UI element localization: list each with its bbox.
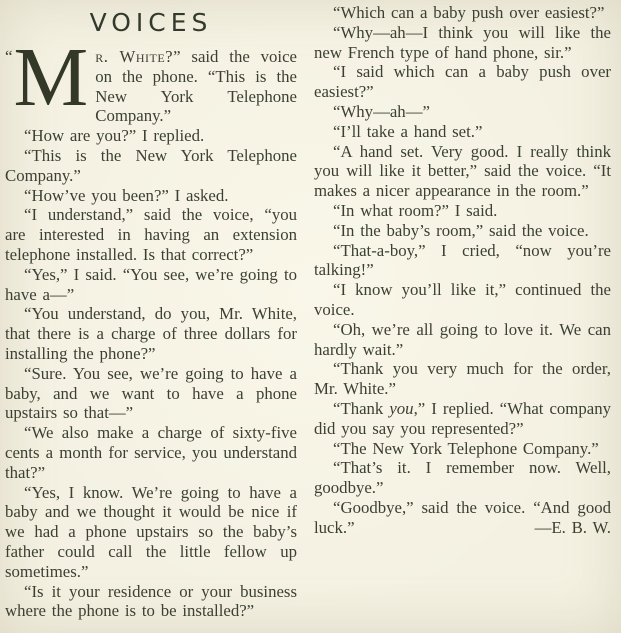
- italic-word: you: [389, 398, 414, 418]
- paragraph: “That-a-boy,” I cried, “now you’re talking!”: [314, 240, 611, 280]
- closing-paragraph: [314, 498, 611, 538]
- dropcap-letter: M: [13, 31, 89, 124]
- paragraph: “I understand,” said the voice, “you are interested in having an extension telephone installed. Is that correct?”: [5, 205, 297, 264]
- paragraph: “I said which can a baby push over easiest?”: [314, 62, 611, 102]
- right-column: [314, 3, 611, 633]
- paragraph: “This is the New York Telephone Company.”: [5, 145, 297, 185]
- paragraph: “How are you?” I replied.: [24, 126, 205, 146]
- paragraph: “Is it your residence or your business where the phone is to be installed?”: [5, 581, 297, 621]
- paragraph: “A hand set. Very good. I really think you will like it better,” said the voice. “It makes a nicer appearance in the room.”: [314, 141, 611, 201]
- paragraph: “Yes,” I said. “You see, we’re going to have a—”: [5, 264, 297, 304]
- page-title: VOICES: [89, 8, 213, 37]
- left-column: [5, 3, 297, 633]
- paragraph: “Oh, we’re all going to love it. We can hardly wait.”: [314, 319, 611, 359]
- paragraph: “That’s it. I remember now. Well, goodbye.”: [314, 458, 611, 498]
- paragraph-text: ” said the voice on the phone. “This is the New York Telephone Company.”: [95, 47, 297, 126]
- open-quote-mark: “: [5, 47, 13, 66]
- opening-paragraph: [5, 31, 297, 126]
- paragraph: “Yes, I know. We’re going to have a baby and we thought it would be nice if we had a phone upstairs so the baby’s father could call the little fellow up sometimes.”: [5, 482, 297, 581]
- paragraph: “The New York Telephone Company.”: [333, 438, 599, 458]
- author-initials: —E. B. W.: [534, 517, 611, 537]
- paragraph: “Why—ah—”: [333, 101, 430, 121]
- paragraph: “You understand, do you, Mr. White, that there is a charge of three dollars for installing the phone?”: [5, 304, 297, 363]
- paragraph: “I’ll take a hand set.”: [333, 121, 483, 141]
- paragraph-text: “Thank: [333, 398, 390, 418]
- paragraph: “In what room?” I said.: [333, 200, 498, 220]
- paragraph: “Which can a baby push over easiest?”: [333, 3, 605, 22]
- paragraph: “Sure. You see, we’re going to have a baby, and we want to have a phone upstairs so that—”: [5, 363, 297, 423]
- paragraph: “I know you’ll like it,” continued the voice.: [314, 280, 611, 319]
- paragraph-text: “Goodbye,” said the voice. “And good luck.”: [314, 497, 611, 537]
- paragraph: “We also make a charge of sixty-five cents a month for service, you understand that?”: [5, 423, 297, 482]
- speaker-name-smallcaps: r. White?: [95, 47, 174, 66]
- thank-you-paragraph: [314, 399, 611, 439]
- paragraph-text: ,” I replied. “What company did you say you represented?”: [314, 398, 611, 438]
- paragraph: “Thank you very much for the order, Mr. White.”: [314, 359, 611, 399]
- dropcap-m: [5, 31, 89, 124]
- paragraph: “In the baby’s room,” said the voice.: [333, 220, 589, 240]
- paragraph: “How’ve you been?” I asked.: [24, 185, 229, 205]
- paragraph: “Why—ah—I think you will like the new French type of hand phone, sir.”: [314, 22, 611, 62]
